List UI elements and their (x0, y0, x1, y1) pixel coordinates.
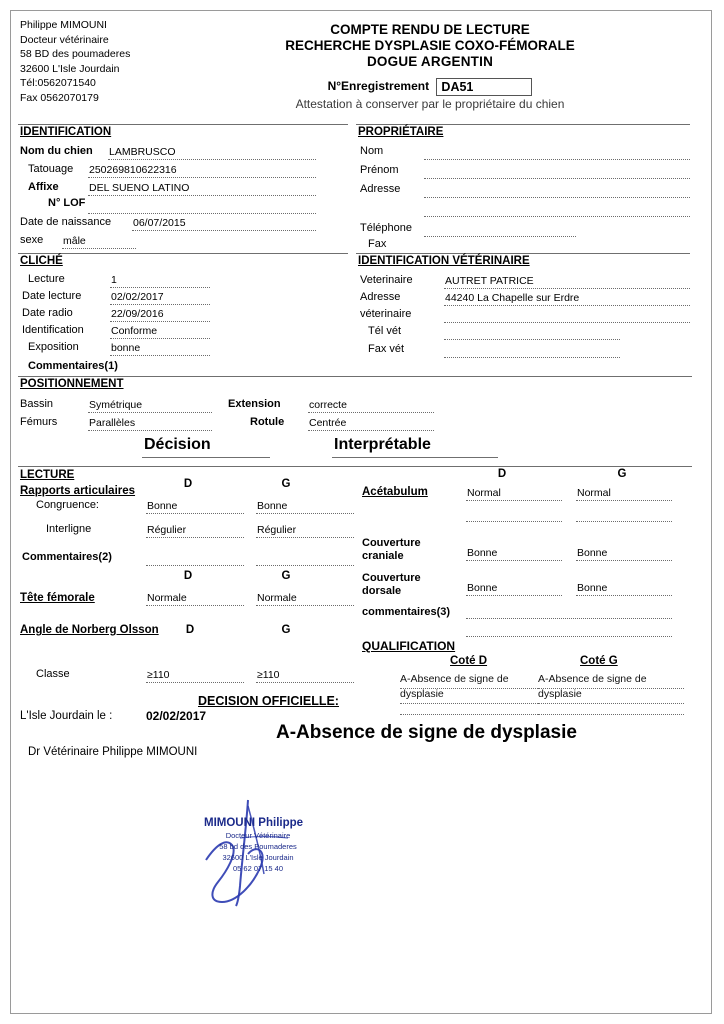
signature-name: MIMOUNI Philippe (204, 817, 304, 829)
value-classe-g[interactable]: ≥110 (256, 669, 354, 683)
vet-line-4: 32600 L'Isle Jourdain (20, 62, 120, 75)
label-date-lecture: Date lecture (22, 290, 82, 302)
value-bassin[interactable]: Symétrique (88, 399, 212, 413)
value-couverture-craniale-g[interactable]: Bonne (576, 547, 672, 561)
norberg-col-d: D (185, 624, 195, 636)
signature-line-3: 32600 L'Isle Jourdain (222, 853, 294, 862)
qualification-col-g-label: Coté G (580, 655, 618, 667)
tete-femorale-col-g: G (281, 570, 291, 582)
value-tatouage[interactable]: 250269810622316 (88, 164, 316, 178)
value-lieu-date[interactable]: 02/02/2017 (146, 709, 207, 723)
identification-rule-top (18, 124, 348, 125)
value-fax-vet[interactable] (444, 344, 620, 358)
value-commentaires-2-g[interactable] (256, 552, 354, 566)
value-congruence-g[interactable]: Bonne (256, 500, 354, 514)
value-classe-d[interactable]: ≥110 (146, 669, 244, 683)
decision-officielle-result: A-Absence de signe de dysplasie (276, 722, 577, 743)
value-acetabulum-g-2[interactable] (576, 508, 672, 522)
value-nom-du-chien[interactable]: LAMBRUSCO (108, 146, 316, 160)
label-couverture-craniale: Couverture craniale (362, 537, 421, 562)
qualification-g-rule-3 (538, 714, 684, 715)
qualification-value-d[interactable]: A-Absence de signe de dysplasie (400, 673, 509, 700)
rapports-articulaires-label: Rapports articulaires (20, 485, 136, 497)
label-commentaires-1: Commentaires(1) (28, 360, 118, 372)
registration-row (180, 78, 680, 96)
value-couverture-craniale-d[interactable]: Bonne (466, 547, 562, 561)
qualification-d-rule-3 (400, 714, 538, 715)
label-fax-vet: Fax vét (368, 343, 405, 355)
lecture-title: LECTURE (20, 469, 75, 481)
decision-label-rule (142, 457, 270, 458)
qualification-d-rule-1 (400, 688, 538, 689)
value-identification-conforme[interactable]: Conforme (110, 325, 210, 339)
label-extension: Extension (228, 398, 281, 410)
qualification-col-d-label: Coté D (450, 655, 488, 667)
value-acetabulum-g[interactable]: Normal (576, 487, 672, 501)
signature-line-2: 58 bd des Poumaderes (219, 842, 297, 851)
signature-line-4: 05 62 07 15 40 (232, 864, 284, 873)
attestation-note: Attestation à conserver par le propriétaire du chien (295, 97, 565, 111)
value-couverture-dorsale-d[interactable]: Bonne (466, 582, 562, 596)
value-proprietaire-nom[interactable] (424, 146, 690, 160)
qualification-title: QUALIFICATION (362, 639, 456, 653)
label-proprietaire-adresse: Adresse (360, 183, 401, 195)
vet-line-5: Tél:0562071540 (20, 77, 96, 89)
label-angle-norberg-olsson: Angle de Norberg Olsson (20, 624, 159, 636)
value-tete-femorale-d[interactable]: Normale (146, 592, 244, 606)
value-date-lecture[interactable]: 02/02/2017 (110, 291, 210, 305)
identification-veto-title: IDENTIFICATION VÉTÉRINAIRE (358, 255, 530, 267)
label-proprietaire-prenom: Prénom (360, 164, 399, 176)
label-veto-adresse: Adresse (360, 291, 401, 303)
cliche-rule-top (18, 253, 348, 254)
value-proprietaire-adresse-2[interactable] (424, 203, 690, 217)
value-acetabulum-d[interactable]: Normal (466, 487, 562, 501)
value-femurs[interactable]: Parallèles (88, 417, 212, 431)
lecture-rule-top (18, 466, 692, 467)
acetabulum-col-d: D (497, 468, 507, 480)
label-identification-conforme: Identification (22, 324, 84, 336)
value-commentaires-3[interactable] (466, 605, 672, 619)
title-line-2: RECHERCHE DYSPLASIE COXO-FÉMORALE (285, 38, 575, 53)
value-veto-adresse-cont[interactable] (444, 309, 690, 323)
lecture-col-d: D (183, 478, 193, 490)
doctor-signature-line: Dr Vétérinaire Philippe MIMOUNI (28, 746, 198, 758)
label-rotule: Rotule (250, 416, 285, 428)
tete-femorale-col-d: D (183, 570, 193, 582)
label-veterinaire: Veterinaire (360, 274, 413, 286)
cliche-title: CLICHÉ (20, 255, 63, 267)
label-tete-femorale: Tête fémorale (20, 592, 95, 604)
value-date-radio[interactable]: 22/09/2016 (110, 308, 210, 322)
value-sexe[interactable]: mâle (62, 235, 136, 249)
label-bassin: Bassin (20, 398, 54, 410)
label-classe: Classe (36, 668, 70, 680)
qualification-value-g[interactable]: A-Absence de signe de dysplasie (538, 673, 647, 700)
label-lieu-date: L'Isle Jourdain le : (20, 710, 113, 722)
value-tel-vet[interactable] (444, 326, 620, 340)
label-date-radio: Date radio (22, 307, 73, 319)
acetabulum-title: Acétabulum (362, 486, 428, 498)
label-exposition: Exposition (28, 341, 79, 353)
label-femurs: Fémurs (20, 416, 58, 428)
label-veto-adresse-cont: véterinaire (360, 308, 412, 320)
qualification-g-rule-1 (538, 688, 684, 689)
label-lecture-num: Lecture (28, 273, 65, 285)
label-date-naissance: Date de naissance (20, 216, 112, 228)
identification-veto-rule-top (356, 253, 690, 254)
decision-officielle-title: DECISION OFFICIELLE: (198, 694, 339, 708)
value-affixe[interactable]: DEL SUENO LATINO (88, 182, 316, 196)
title-line-3: DOGUE ARGENTIN (366, 54, 494, 69)
norberg-col-g: G (281, 624, 291, 636)
value-commentaires-1[interactable] (134, 361, 316, 375)
vet-letterhead (20, 18, 130, 105)
value-congruence-d[interactable]: Bonne (146, 500, 244, 514)
label-congruence: Congruence: (36, 499, 99, 511)
qualification-g-rule-2 (538, 703, 684, 704)
label-sexe: sexe (20, 234, 44, 246)
vet-line-1: Philippe MIMOUNI (20, 19, 107, 31)
value-lecture-num[interactable]: 1 (110, 274, 210, 288)
label-proprietaire-nom: Nom (360, 145, 384, 157)
value-rotule[interactable]: Centrée (308, 417, 434, 431)
signature-line-1: Docteur Vétérinaire (225, 831, 291, 840)
label-proprietaire-fax: Fax (368, 238, 387, 250)
decision-label: Décision (144, 436, 211, 453)
label-commentaires-2: Commentaires(2) (22, 551, 112, 563)
value-interligne-g[interactable]: Régulier (256, 524, 354, 538)
value-exposition[interactable]: bonne (110, 342, 210, 356)
label-interligne: Interligne (46, 523, 92, 535)
value-tete-femorale-g[interactable]: Normale (256, 592, 354, 606)
label-n-lof: N° LOF (48, 197, 86, 209)
title-line-1: COMPTE RENDU DE LECTURE (330, 22, 530, 37)
decision-value-rule (332, 457, 498, 458)
acetabulum-col-g: G (617, 468, 627, 480)
value-date-naissance[interactable]: 06/07/2015 (132, 217, 316, 231)
value-n-lof[interactable] (88, 200, 316, 214)
vet-line-3: 58 BD des poumaderes (20, 48, 131, 60)
value-commentaires-3-line2[interactable] (466, 623, 672, 637)
proprietaire-rule-top (356, 124, 690, 125)
value-couverture-dorsale-g[interactable]: Bonne (576, 582, 672, 596)
decision-value[interactable]: Interprétable (334, 436, 431, 453)
registration-value[interactable]: DA51 (436, 78, 532, 96)
vet-line-6: Fax 0562070179 (20, 91, 99, 104)
label-tel-vet: Tél vét (368, 325, 402, 337)
label-proprietaire-telephone: Téléphone (360, 222, 412, 234)
qualification-d-rule-2 (400, 703, 538, 704)
value-veterinaire[interactable]: AUTRET PATRICE (444, 275, 690, 289)
value-proprietaire-prenom[interactable] (424, 165, 690, 179)
document-title (180, 22, 680, 70)
value-commentaires-2-d[interactable] (146, 552, 244, 566)
registration-label: N°Enregistrement (327, 79, 430, 94)
value-veto-adresse[interactable]: 44240 La Chapelle sur Erdre (444, 292, 690, 306)
value-acetabulum-d-2[interactable] (466, 508, 562, 522)
value-proprietaire-telephone[interactable] (424, 223, 576, 237)
value-proprietaire-fax[interactable] (424, 240, 576, 254)
lecture-col-g: G (281, 478, 291, 490)
label-couverture-dorsale: Couverture dorsale (362, 572, 421, 597)
identification-title: IDENTIFICATION (20, 126, 112, 138)
label-tatouage: Tatouage (28, 163, 74, 175)
positionnement-rule-top (18, 376, 692, 377)
label-nom-du-chien: Nom du chien (20, 145, 93, 157)
vet-line-2: Docteur vétérinaire (20, 33, 109, 46)
proprietaire-title: PROPRIÉTAIRE (358, 126, 444, 138)
value-interligne-d[interactable]: Régulier (146, 524, 244, 538)
value-proprietaire-adresse[interactable] (424, 184, 690, 198)
label-affixe: Affixe (28, 181, 59, 193)
positionnement-title: POSITIONNEMENT (20, 378, 124, 390)
label-commentaires-3: commentaires(3) (362, 606, 451, 618)
value-extension[interactable]: correcte (308, 399, 434, 413)
